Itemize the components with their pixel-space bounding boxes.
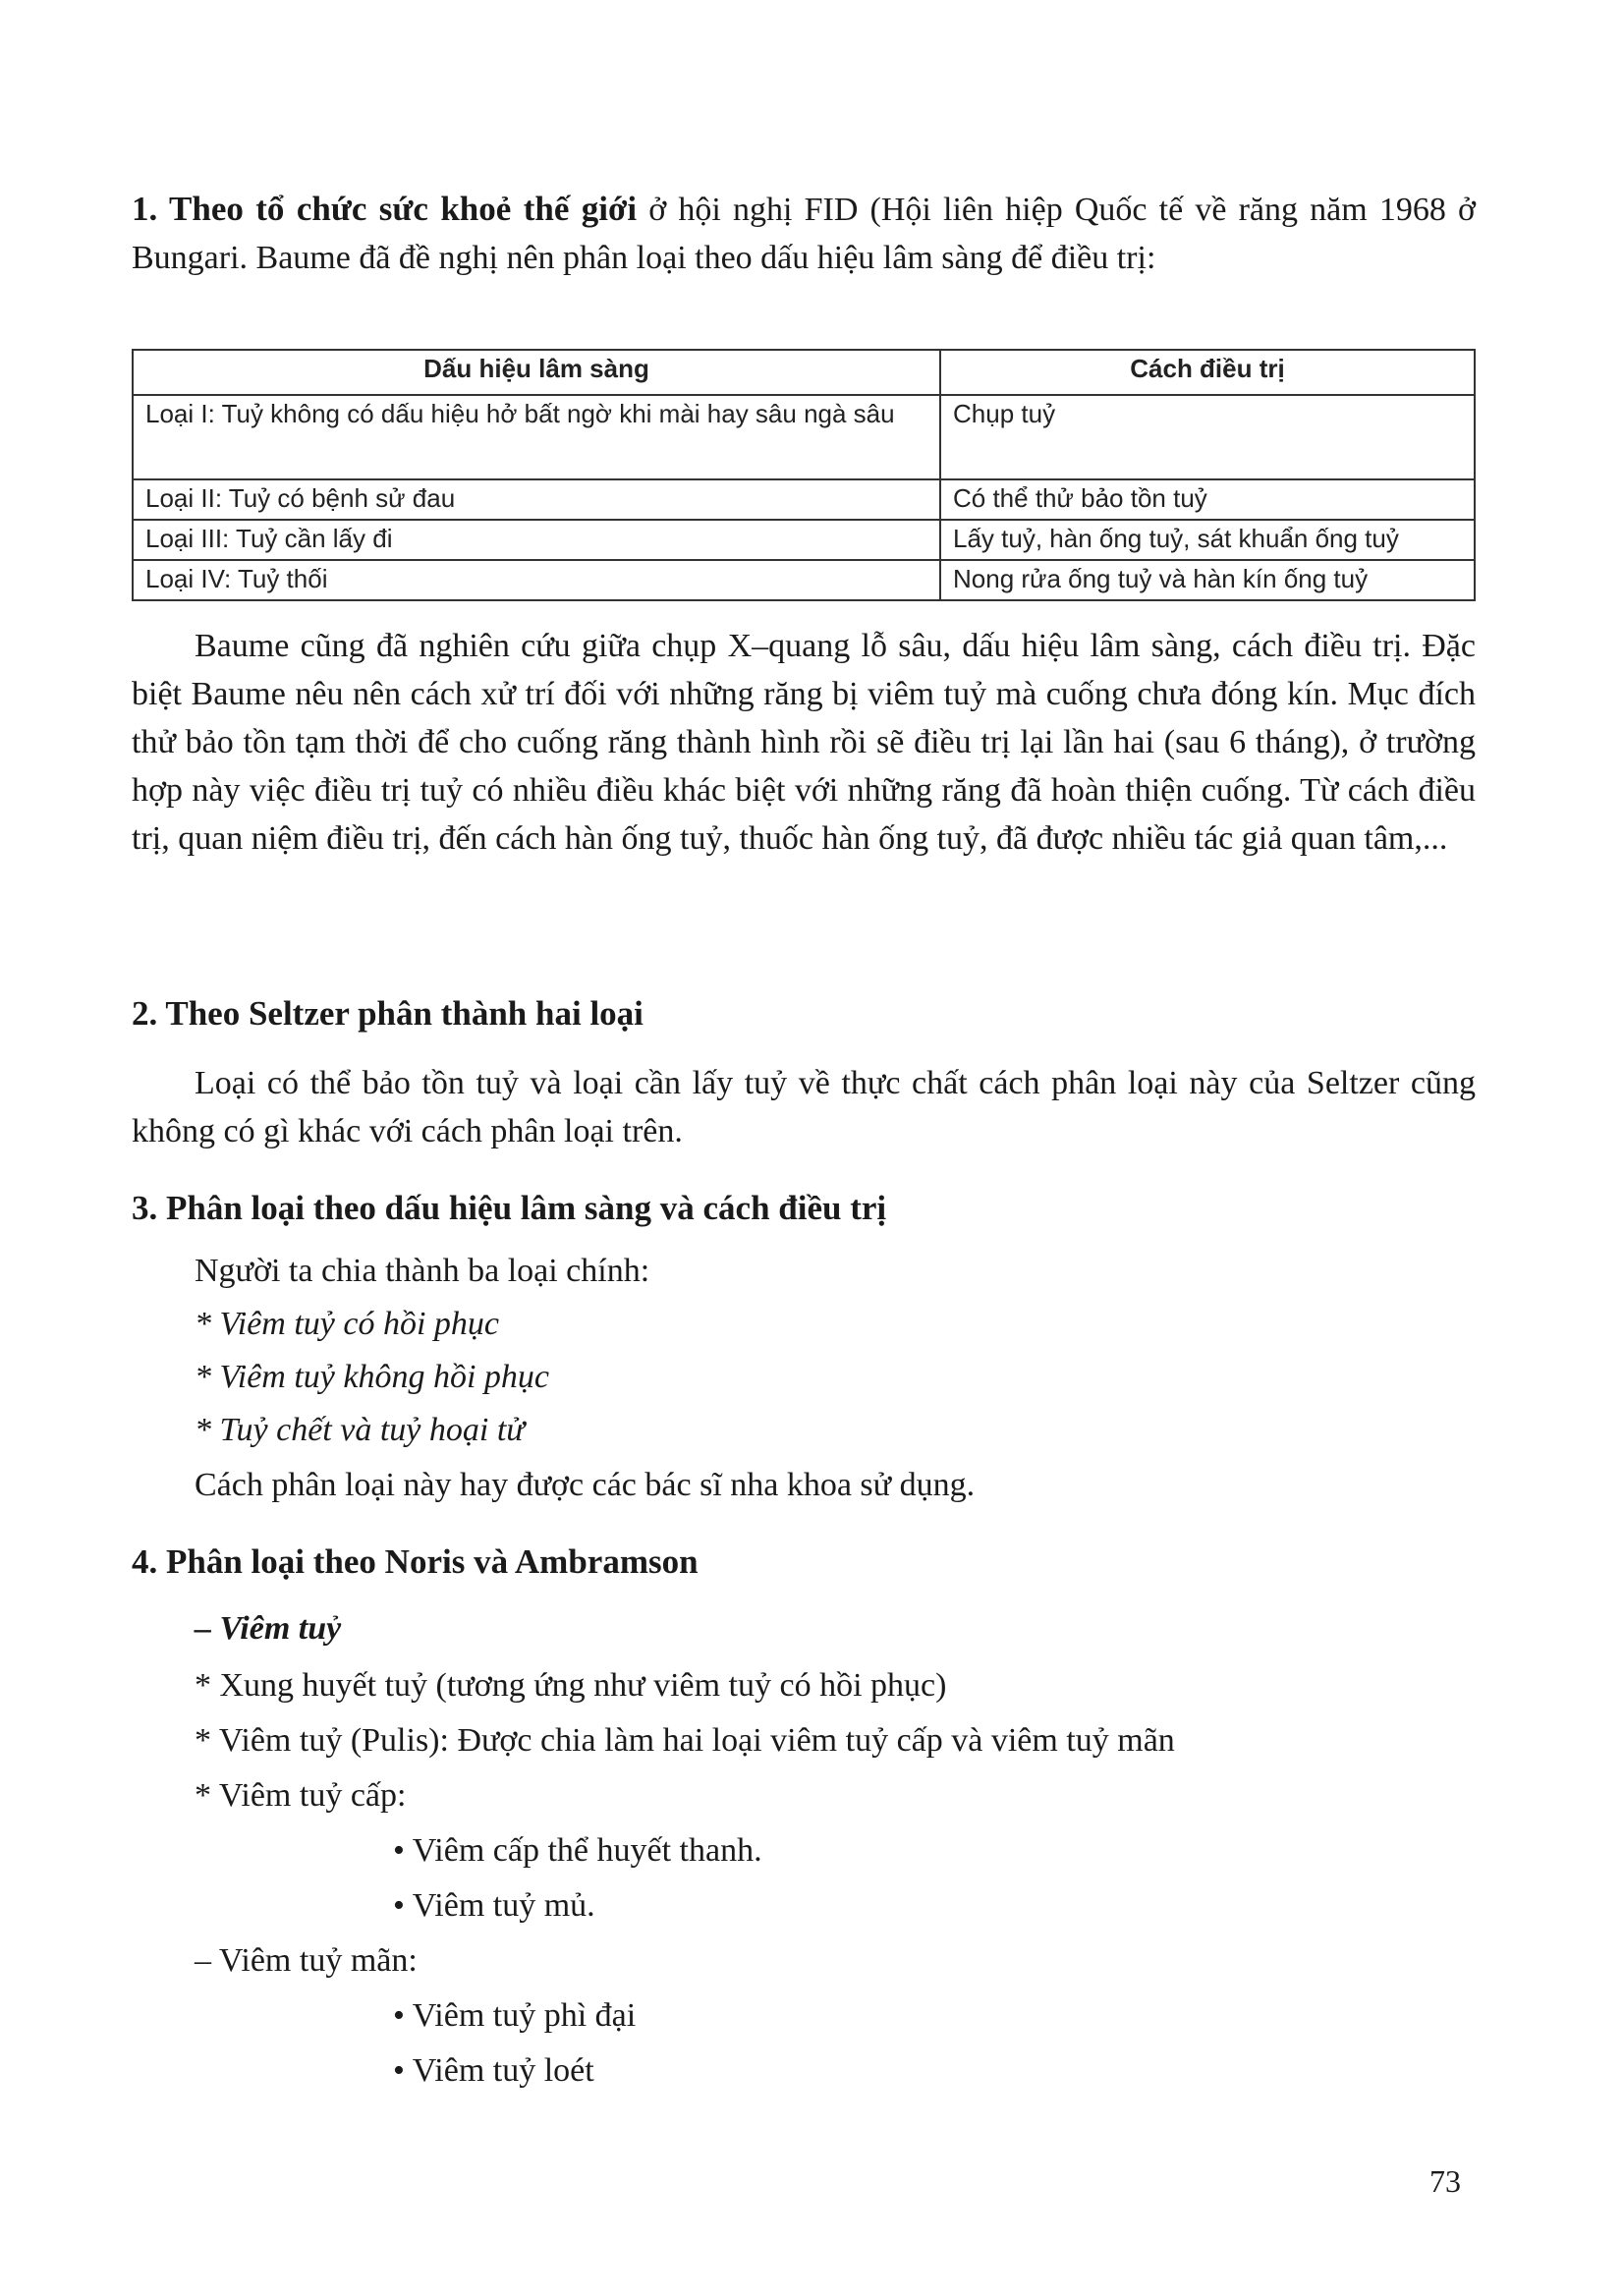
section-1-paragraph <box>132 185 1476 282</box>
section-4-heading: 4. Phân loại theo Noris và Ambramson <box>132 1542 699 1581</box>
table-row <box>133 520 1475 560</box>
table-cell: Loại I: Tuỷ không có dấu hiệu hở bất ngờ khi mài hay sâu ngà sâu <box>133 395 940 479</box>
list-item: * Viêm tuỷ không hồi phục <box>195 1359 550 1395</box>
section-3-closing: Cách phân loại này hay được các bác sĩ nha khoa sử dụng. <box>195 1467 976 1503</box>
list-item: * Tuỷ chết và tuỷ hoại tử <box>195 1412 525 1448</box>
list-item: * Viêm tuỷ (Pulis): Được chia làm hai loại viêm tuỷ cấp và viêm tuỷ mãn <box>195 1722 1175 1759</box>
table-cell: Loại IV: Tuỷ thối <box>133 560 940 600</box>
table-header-clinical: Dấu hiệu lâm sàng <box>133 350 940 395</box>
section-2-paragraph: Loại có thể bảo tồn tuỷ và loại cần lấy tuỷ về thực chất cách phân loại này của Seltzer cũng không có gì khác với cách phân loại trên. <box>132 1065 1476 1149</box>
list-item: • Viêm tuỷ loét <box>393 2052 594 2089</box>
section-3-heading: 3. Phân loại theo dấu hiệu lâm sàng và cách điều trị <box>132 1189 887 1227</box>
table-cell: Loại III: Tuỷ cần lấy đi <box>133 520 940 560</box>
table-row <box>133 560 1475 600</box>
table-row <box>133 479 1475 520</box>
table-cell: Có thể thử bảo tồn tuỷ <box>940 479 1475 520</box>
list-item: • Viêm cấp thể huyết thanh. <box>393 1832 762 1869</box>
section-2-heading: 2. Theo Seltzer phân thành hai loại <box>132 994 644 1033</box>
table-cell: Chụp tuỷ <box>940 395 1475 479</box>
baume-paragraph: Baume cũng đã nghiên cứu giữa chụp X–quang lỗ sâu, dấu hiệu lâm sàng, cách điều trị. Đặc biệt Baume nêu nên cách xử trí đối với những răng bị viêm tuỷ mà cuống chưa đóng kín. Mục đích thử bảo tồn tạm thời để cho cuống răng thành hình rồi sẽ điều trị lại lần hai (sau 6 tháng), ở trường hợp này việc điều trị tuỷ có nhiều điều khác biệt với những răng đã hoàn thiện cuống. Từ cách điều trị, quan niệm điều trị, đến cách hàn ống tuỷ, thuốc hàn ống tuỷ, đã được nhiều tác giả quan tâm,... <box>132 628 1476 857</box>
section-4-subheading-chronic: – Viêm tuỷ mãn: <box>195 1942 418 1979</box>
list-item: * Viêm tuỷ có hồi phục <box>195 1306 500 1342</box>
table-header-treatment: Cách điều trị <box>940 350 1475 395</box>
table-cell: Nong rửa ống tuỷ và hàn kín ống tuỷ <box>940 560 1475 600</box>
section-1-text: ở hội nghị FID (Hội liên hiệp Quốc tế về răng năm 1968 ở Bungari. Baume đã đề nghị nên phân loại theo dấu hiệu lâm sàng để điều trị: <box>132 192 1476 276</box>
section-1-heading: 1. Theo tổ chức sức khoẻ thế giới <box>132 190 638 228</box>
page-number: 73 <box>1429 2163 1461 2199</box>
table-cell: Lấy tuỷ, hàn ống tuỷ, sát khuẩn ống tuỷ <box>940 520 1475 560</box>
table-row <box>133 395 1475 479</box>
list-item: • Viêm tuỷ phì đại <box>393 1997 637 2034</box>
table-cell: Loại II: Tuỷ có bệnh sử đau <box>133 479 940 520</box>
section-4-subheading: – Viêm tuỷ <box>195 1610 342 1647</box>
list-item: * Xung huyết tuỷ (tương ứng như viêm tuỷ có hồi phục) <box>195 1667 947 1704</box>
section-3-intro: Người ta chia thành ba loại chính: <box>195 1253 650 1289</box>
list-item: • Viêm tuỷ mủ. <box>393 1887 595 1924</box>
list-item: * Viêm tuỷ cấp: <box>195 1777 407 1814</box>
classification-table <box>132 349 1476 601</box>
